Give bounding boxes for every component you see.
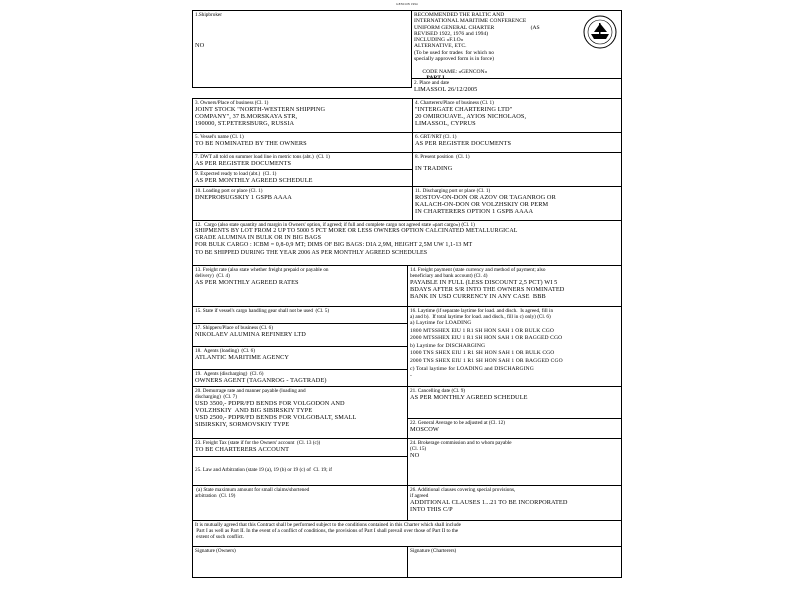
- box-9-value: AS PER MONTHLY AGREED SCHEDULE: [195, 177, 313, 184]
- box-5-value: TO BE NOMINATED BY THE OWNERS: [195, 140, 307, 147]
- form-title: RECOMMENDED THE BALTIC AND INTERNATIONAL MARITIME CONFERENCE UNIFORM GENERAL CHARTER (AS REVISED 1922, 1976 and 1994) INCLUDING «F.I.O» ALTERNATIVE, ETC. (To be used for trades for which no specially approved form is in force): [414, 12, 540, 63]
- box-19-label: 19. Agents (discharging) (Cl. 6): [195, 371, 264, 377]
- box-10-value: DNEPROBUGSKIY 1 GSPB AAAA: [195, 194, 292, 201]
- box-13-freight-rate: [192, 265, 407, 306]
- box-13-label: 13. Freight rate (also state whether freight prepaid or payable on delivery) (Cl. 4): [195, 267, 329, 279]
- box-18-value: ATLANTIC MARITIME AGENCY: [195, 354, 290, 361]
- box-8-present-position: [412, 152, 622, 186]
- box-17-label: 17. Shippers/Place of business (Cl. 6): [195, 325, 273, 331]
- box-15-cargo-gear: [192, 306, 407, 323]
- box-17-value: NIKOLAEV ALUMINA REFINERY LTD: [195, 331, 306, 338]
- box-20-label: 20. Demurrage rate and manner payable (loading and discharging) (Cl. 7): [195, 388, 306, 400]
- signature-owners-box: [192, 546, 407, 578]
- box-14-value: PAYABLE IN FULL (LESS DISCOUNT 2,5 PCT) WI 5 BDAYS AFTER S/R INTO THE OWNERS NOMINATED BANK IN USD CURRENCY IN ANY CASE BBB: [410, 279, 565, 300]
- bimco-logo: [583, 15, 617, 49]
- box-15-label: 15. State if vessel's cargo handling gear shall not be used (Cl. 5): [195, 308, 330, 314]
- box-12-label: 12. Cargo (also state quantity and margin in Owners' option, if agreed; if full and complete cargo not agreed state «part cargo») (Cl. 1): [195, 222, 475, 228]
- agreement-text: [192, 520, 622, 546]
- box-11-label: 11. Discharging port or place (Cl. 1): [415, 188, 491, 194]
- box-14-freight-payment: [407, 265, 622, 306]
- signature-charterers-label: Signature (Charterers): [410, 548, 457, 554]
- box-25a-small-claims: [192, 485, 407, 520]
- box-10-label: 10. Loading port or place (Cl. 1): [195, 188, 263, 194]
- box-3-value: JOINT STOCK "NORTH-WESTERN SHIPPING COMPANY", 37 B.MORSKAYA STR, 190000, ST.PETERSBURG, RUSSIA: [195, 106, 326, 127]
- box-2-value: LIMASSOL 26/12/2005: [414, 86, 478, 93]
- box-14-label: 14. Freight payment (state currency and method of payment; also beneficiary and bank account) (Cl. 4): [410, 267, 546, 279]
- box-8-value: IN TRADING: [415, 165, 453, 172]
- box-4-value: "INTERGATE CHARTERING LTD" 20 OMIROUAVE., AYIOS NICHOLAOS, LIMASSOL, CYPRUS: [415, 106, 527, 127]
- box-21-value: AS PER MONTHLY AGREED SCHEDULE: [410, 394, 528, 401]
- box-22-value: MOSCOW: [410, 426, 439, 433]
- box-11-value: ROSTOV-ON-DON OR AZOV OR TAGANROG OR KALACH-ON-DON OR VOLZHSKIY OR PERM IN CHARTERERS OPTION 1 GSPB AAAA: [415, 194, 556, 215]
- box-3-label: 3. Owners/Place of business (Cl. 1): [195, 100, 269, 106]
- box-17-shippers: [192, 323, 407, 346]
- box-6-grt-nrt: [412, 132, 622, 152]
- box-25a-label: (a) State maximum amount for small claims/shortened arbitration (Cl. 19): [195, 487, 310, 499]
- box-8-label: 8. Present position (Cl. 1): [415, 154, 470, 160]
- agreement-paragraph: It is mutually agreed that this Contract shall be performed subject to the conditions contained in this Charter which shall include Part I as well as Part II. In the event of a conflict of conditions, the provisions of Part I shall prevail over those of Part II to the extent of such conflict.: [195, 522, 461, 540]
- box-16-laytime: [407, 306, 622, 386]
- box-5-vessel-name: [192, 132, 412, 152]
- box-23-value: TO BE CHARTERERS ACCOUNT: [195, 446, 290, 453]
- box-21-cancelling-date: [407, 386, 622, 418]
- box-1-value: NO: [195, 42, 205, 49]
- box-7-dwt: [192, 152, 412, 169]
- box-9-expected-ready: [192, 169, 412, 186]
- charter-party-form: [192, 10, 622, 578]
- box-6-label: 6. GRT/NRT (Cl. 1): [415, 134, 457, 140]
- box-24-label: 24. Brokerage commission and to whom payable (Cl. 15): [410, 440, 512, 452]
- box-24-brokerage: [407, 438, 622, 485]
- form-header: [412, 10, 622, 78]
- box-26-additional-clauses: [407, 485, 622, 520]
- code-name: CODE NAME: «GENCON»: [422, 68, 488, 75]
- box-3-owners: [192, 98, 412, 132]
- box-16-value: a) Laytime for LOADING 1800 MTSSHEX EIU 1 R1 SH HON SAH 1 OR BULK CGO 2000 MTSSHEX EIU 1 R1 SH HON SAH 1 OR BAGGED CGO b) Laytime for DISCHARGING 1000 TNS SHEX EIU 1 R1 SH HON SAH 1 OR BULK CGO 2000 TNS SHEX EIU 1 R1 SH HON SAH 1 OR BAGGED CGO c) Total laytime for LOADING and DISCHARGING -: [410, 320, 563, 380]
- box-10-loading-port: [192, 186, 412, 220]
- document-code-label: GENCON 1994: [396, 2, 418, 6]
- box-20-demurrage: [192, 386, 407, 438]
- box-13-value: AS PER MONTHLY AGREED RATES: [195, 279, 299, 286]
- box-11-discharging-port: [412, 186, 622, 220]
- signature-charterers-box: [407, 546, 622, 578]
- box-24-value: NO: [410, 452, 420, 459]
- box-2-place-date: [412, 78, 622, 98]
- box-26-value: ADDITIONAL CLAUSES 1...21 TO BE INCORPORATED INTO THIS C/P: [410, 499, 568, 513]
- box-1-label: 1.Shipbroker: [195, 12, 222, 18]
- box-19-value: OWNERS AGENT (TAGANROG - TAGTRADE): [195, 377, 327, 384]
- box-18-agents-loading: [192, 346, 407, 369]
- box-2-label: 2. Place and date: [414, 80, 450, 86]
- box-5-label: 5. Vessel's name (Cl. 1): [195, 134, 244, 140]
- box-1-shipbroker: [192, 10, 412, 88]
- part-label: PART I: [426, 74, 445, 78]
- box-12-cargo: [192, 220, 622, 265]
- box-4-charterers: [412, 98, 622, 132]
- box-7-label: 7. DWT all told on summer load line in metric tons (abt.) (Cl. 1): [195, 154, 330, 160]
- box-22-label: 22. General Average to be adjusted at (Cl. 12): [410, 420, 505, 426]
- box-22-general-average: [407, 418, 622, 438]
- box-21-label: 21. Cancelling date (Cl. 9): [410, 388, 466, 394]
- box-18-label: 18. Agents (loading) (Cl. 6): [195, 348, 255, 354]
- box-25-law-arbitration: [192, 456, 407, 485]
- box-25-label: 25. Law and Arbitration (state 19 (a), 19 (b) or 19 (c) of Cl. 19; if: [195, 467, 332, 473]
- box-19-agents-discharging: [192, 369, 407, 386]
- box-26-label: 26. Additional clauses covering special provisions, if agreed: [410, 487, 516, 499]
- box-23-freight-tax: [192, 438, 407, 456]
- box-6-value: AS PER REGISTER DOCUMENTS: [415, 140, 512, 147]
- signature-owners-label: Signature (Owners): [195, 548, 236, 554]
- box-16-label: 16. Laytime (if separate laytime for load. and disch. Is agreed, fill in a) and b). If total laytime for load. and disch., fill in c) only) (Cl. 6): [410, 308, 554, 320]
- box-9-label: 9. Expected ready to load (abt.) (Cl. 1): [195, 171, 277, 177]
- box-23-label: 23. Freight Tax (state if for the Owners' account (Cl. 13 (c)): [195, 440, 321, 446]
- box-4-label: 4. Charterers/Place of business (Cl. 1): [415, 100, 494, 106]
- box-7-value: AS PER REGISTER DOCUMENTS: [195, 160, 292, 167]
- box-20-value: USD 3500,- PDPR/FD BENDS FOR VOLGODON AND VOLZHSKIY AND BIG SIBIRSKIY TYPE USD 2500,- PDPR/FD BENDS FOR VOLGOBALT, SMALL SIBIRSKIY, SORMOVSKIY TYPE: [195, 400, 357, 428]
- box-12-value: SHIPMENTS BY LOT FROM 2 UP TO 5000 5 PCT MORE OR LESS OWNERS OPTION CALCINATED METALLURGICAL GRADE ALUMINA IN BULK OR IN BIG BAGS FOR BULK CARGO : ICBM = 0,8-0,9 MT; DIMS OF BIG BAGS: DIA 2,9M, HEIGHT 2,5M UW 1,1-13 MT TO BE SHIPPED DURING THE YEAR 2006 AS PER MONTHLY AGREED SCHEDULES: [195, 228, 518, 256]
